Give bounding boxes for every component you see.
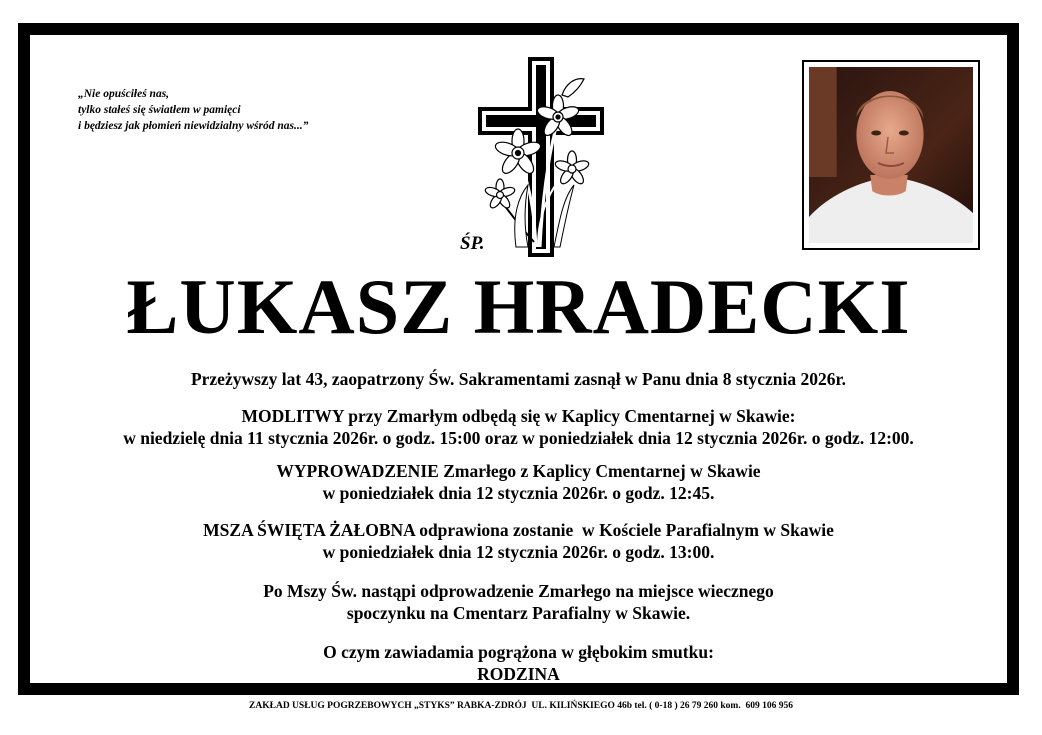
deceased-photo [802,60,980,250]
departure-line-1 [30,460,1007,482]
prayers-heading: MODLITWY [241,406,344,426]
sp-label: ŚP. [460,233,485,254]
quote-line: „Nie opuściłeś nas, [78,88,170,100]
prayers-line-2: w niedzielę dnia 11 stycznia 2026r. o godz. 15:00 oraz w poniedziałek dnia 12 stycznia 2026r. o godz. 12:00. [123,428,914,448]
memorial-quote [78,86,308,134]
burial-line-2: spoczynku na Cmentarz Parafialny w Skawie. [346,603,691,623]
burial-section [30,580,1007,624]
departure-detail: Zmarłego z Kaplicy Cmentarnej w Skawie [438,461,761,481]
cross-with-lilies-icon [476,57,606,257]
funeral-home-footer: ZAKŁAD USŁUG POGRZEBOWYCH „STYKS” RABKA-ZDRÓJ UL. KILIŃSKIEGO 46b tel. ( 0-18 ) 26 79 260 kom. 609 106 956 [249,701,793,711]
portrait-image [809,67,973,243]
family-signature: RODZINA [477,664,560,684]
mass-detail: odprawiona zostanie w Kościele Parafialnym w Skawie [414,520,834,540]
mass-line-2: w poniedziałek dnia 12 stycznia 2026r. o godz. 13:00. [322,542,715,562]
obituary-frame [18,23,1019,695]
departure-heading: WYPROWADZENIE [276,461,439,481]
announcement-text [30,368,1007,390]
prayers-section [30,405,1007,449]
mass-section [30,519,1007,563]
closing-section [30,641,1007,685]
departure-line-2: w poniedziałek dnia 12 stycznia 2026r. o godz. 12:45. [322,483,715,503]
mass-line-1 [30,519,1007,541]
quote-line: tylko stałeś się światłem w pamięci [78,104,241,116]
prayers-detail: przy Zmarłym odbędą się w Kaplicy Cmentarnej w Skawie: [343,406,796,426]
announcement-line: Przeżywszy lat 43, zaopatrzony Św. Sakramentami zasnął w Panu dnia 8 stycznia 2026r. [190,369,847,389]
burial-line-1: Po Mszy Św. nastąpi odprowadzenie Zmarłego na miejsce wiecznego [263,581,774,601]
closing-line-1: O czym zawiadamia pogrążona w głębokim smutku: [323,642,714,662]
prayers-line-1 [30,405,1007,427]
quote-line: i będziesz jak płomień niewidzialny wśród nas...” [78,120,309,132]
mass-heading: MSZA ŚWIĘTA ŻAŁOBNA [203,520,415,540]
departure-section [30,460,1007,504]
deceased-name: ŁUKASZ HRADECKI [126,263,911,350]
